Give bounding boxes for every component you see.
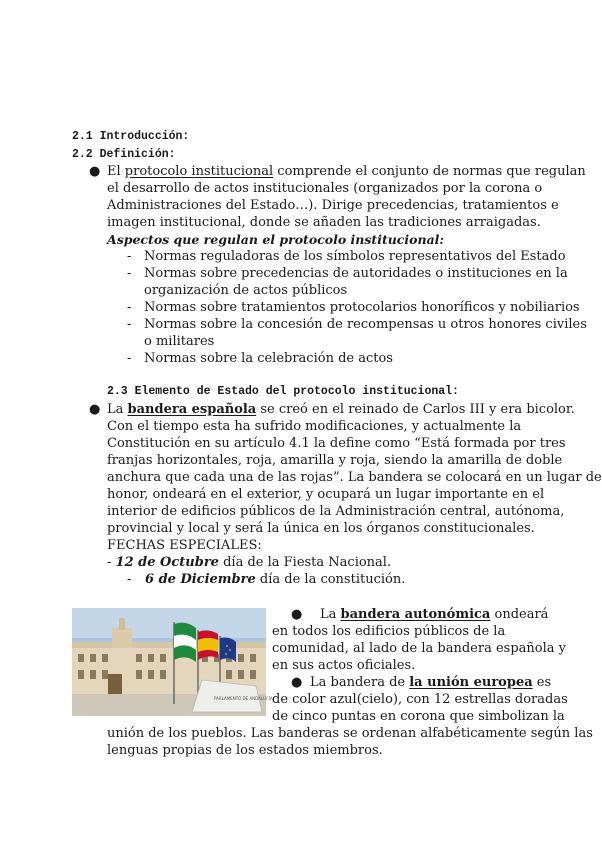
date-label: 6 de Diciembre: [145, 572, 256, 587]
text: La: [320, 607, 341, 622]
bullet-icon: ●: [89, 402, 101, 417]
spain-flag: [198, 630, 218, 660]
bandera-autonomica-term: bandera autonómica: [340, 607, 491, 622]
text: comprende el conjunto de normas que regulan: [273, 164, 586, 179]
heading-elemento-estado: 2.3 Elemento de Estado del protocolo institucional:: [107, 385, 459, 398]
aspect-item: Normas sobre la celebración de actos: [144, 351, 393, 366]
dash-marker: -: [127, 351, 132, 366]
flag-eu-line-4: unión de los pueblos. Las banderas se ordenan alfabéticamente según las: [107, 726, 593, 741]
text: ondeará: [490, 607, 549, 622]
flag-eu-line-1: [310, 675, 551, 691]
aspect-item: Normas reguladoras de los símbolos representativos del Estado: [144, 249, 566, 264]
dash-marker: -: [127, 572, 132, 587]
flag-es-line-3: Constitución en su artículo 4.1 la define como “Está formada por tres: [107, 436, 566, 451]
aspect-item-cont: organización de actos públicos: [144, 283, 348, 298]
text: día de la constitución.: [255, 572, 406, 587]
aspect-item-cont: o militares: [144, 334, 215, 349]
flag-es-line-8: provincial y local y será la única en los órganos constitucionales.: [107, 521, 535, 536]
flag-auto-line-4: en sus actos oficiales.: [272, 658, 416, 673]
bullet-icon: ●: [291, 607, 303, 622]
eu-flag: [220, 638, 236, 663]
flag-auto-line-1: [320, 607, 548, 623]
heading-introduccion: 2.1 Introducción:: [72, 130, 190, 143]
union-europea-term: la unión europea: [409, 675, 533, 690]
text: La: [107, 402, 128, 417]
aspect-item: Normas sobre la concesión de recompensas u otros honores civiles: [144, 317, 587, 332]
dash-marker: -: [127, 249, 132, 264]
text: día de la Fiesta Nacional.: [218, 555, 392, 570]
text: El: [107, 164, 125, 179]
andalucia-flag: [174, 623, 196, 662]
sky-light: [72, 608, 266, 638]
dash-marker: -: [127, 300, 132, 315]
date-label: 12 de Octubre: [115, 555, 219, 570]
flag-eu-line-5: lenguas propias de los estados miembros.: [107, 743, 383, 758]
door: [108, 674, 122, 696]
text: -: [107, 555, 116, 570]
building-with-flags-photo: [72, 608, 273, 716]
definition-line-1: [107, 164, 586, 180]
flag-auto-line-3: comunidad, al lado de la bandera española y: [272, 641, 566, 656]
tower: [112, 628, 132, 648]
flag-auto-line-2: en todos los edificios públicos de la: [272, 624, 506, 639]
text: es: [532, 675, 552, 690]
aspects-subheading: Aspectos que regulan el protocolo institucional:: [107, 232, 445, 247]
dash-marker: -: [127, 266, 132, 281]
building-cornice: [72, 642, 266, 648]
aspect-item: Normas sobre precedencias de autoridades o instituciones en la: [144, 266, 568, 281]
flag-eu-line-3: de cinco puntas en corona que simbolizan la: [272, 709, 565, 724]
definition-line-4: imagen institucional, donde se añaden las tradiciones arraigadas.: [107, 215, 541, 230]
plaque-text: PARLAMENTO DE ANDALUCÍA: [214, 696, 273, 701]
bullet-icon: ●: [291, 675, 303, 690]
bandera-espanola-term: bandera española: [127, 402, 257, 417]
bullet-icon: ●: [89, 164, 101, 179]
definition-line-2: el desarrollo de actos institucionales (organizados por la corona o: [107, 181, 543, 196]
text: La bandera de: [310, 675, 410, 690]
flag-es-line-4: franjas horizontales, roja, amarilla y roja, siendo la amarilla de doble: [107, 453, 563, 468]
date-12-octubre: [107, 555, 391, 571]
definition-line-3: Administraciones del Estado…). Dirige precedencias, tratamientos e: [107, 198, 559, 213]
flag-eu-line-2: de color azul(cielo), con 12 estrellas doradas: [272, 692, 568, 707]
flag-es-line-2: Con el tiempo esta ha sufrido modificaciones, y actualmente la: [107, 419, 522, 434]
flag-es-line-1: [107, 402, 575, 418]
fechas-especiales-title: FECHAS ESPECIALES:: [107, 538, 262, 553]
date-6-diciembre: [145, 572, 405, 588]
dash-marker: -: [127, 317, 132, 332]
tower-top: [119, 618, 125, 630]
protocolo-institucional-link: protocolo institucional: [124, 164, 274, 179]
aspect-item: Normas sobre tratamientos protocolarios honoríficos y nobiliarios: [144, 300, 580, 315]
heading-definicion: 2.2 Definición:: [72, 148, 176, 161]
flag-es-line-6: honor, ondeará en el exterior, y ocupará un lugar importante en el: [107, 487, 545, 502]
text: se creó en el reinado de Carlos III y era bicolor.: [256, 402, 575, 417]
flag-es-line-5: anchura que cada una de las rojas”. La bandera se colocará en un lugar de: [107, 470, 602, 485]
flag-es-line-7: interior de edificios públicos de la Administración central, autónoma,: [107, 504, 565, 519]
